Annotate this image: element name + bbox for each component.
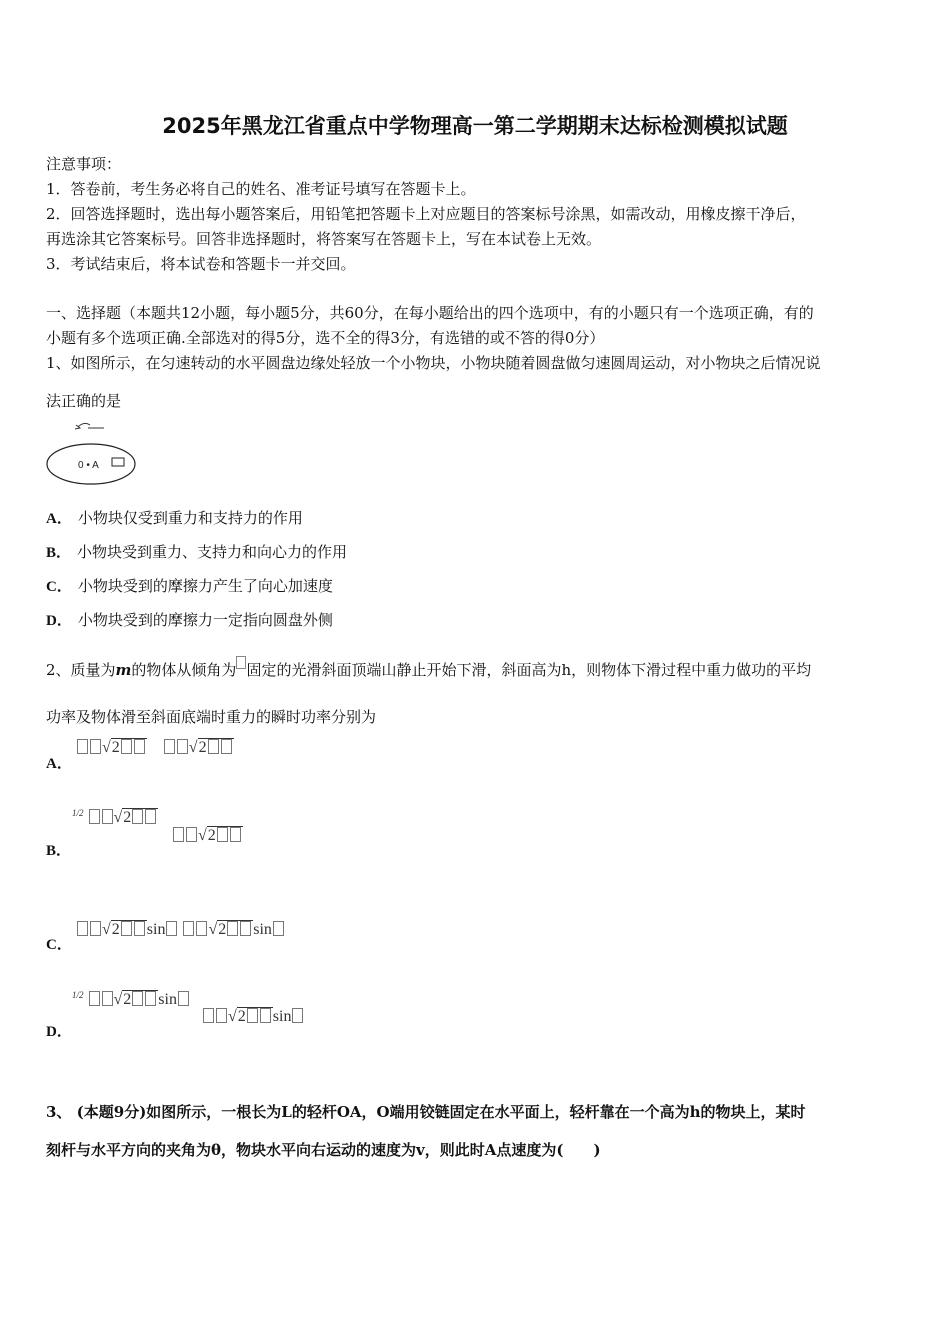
notice-line-3: 3．考试结束后，将本试卷和答题卡一并交回。 <box>46 255 356 273</box>
q2-option-a-formula: √2 √2 <box>76 738 234 757</box>
option-letter: C． <box>46 937 72 953</box>
option-letter: B． <box>46 545 72 561</box>
notice-line-2b: 再选涂其它答案标号。回答非选择题时，将答案写在答题卡上，写在本试卷上无效。 <box>46 230 602 248</box>
option-letter: C． <box>46 579 72 595</box>
option-letter: B． <box>46 843 72 859</box>
disk-label: 0 • A <box>78 460 99 471</box>
q1-stem-line-2: 法正确的是 <box>46 392 122 410</box>
q2-option-c[interactable] <box>46 933 78 954</box>
option-letter: A． <box>46 756 72 772</box>
q2-stem-part: 2、质量为 <box>46 661 116 679</box>
mass-symbol: m <box>115 661 132 679</box>
option-letter: A． <box>46 511 72 527</box>
q2-option-b-formula-2: √2 <box>172 826 243 845</box>
q3-stem-line-2: 刻杆与水平方向的夹角为θ，物块水平向右运动的速度为v，则此时A点速度为( ) <box>46 1141 601 1159</box>
q1-option-d[interactable] <box>46 609 333 630</box>
notice-line-2a: 2．回答选择题时，选出每小题答案后，用铅笔把答题卡上对应题目的答案标号涂黑，如需改动，用橡皮擦干净后， <box>46 205 806 223</box>
q2-stem-line-2: 功率及物体滑至斜面底端时重力的瞬时功率分别为 <box>46 708 377 726</box>
q1-disk-figure <box>44 418 140 490</box>
q2-stem-part: 固定的光滑斜面顶端山静止开始下滑，斜面高为h，则物体下滑过程中重力做功的平均 <box>246 661 812 679</box>
q2-option-d-formula-1: 1/2 √2 sin <box>72 990 190 1009</box>
option-text: 小物块受到重力、支持力和向心力的作用 <box>77 543 348 561</box>
q1-option-a[interactable] <box>46 507 303 528</box>
option-letter: D． <box>46 1024 72 1040</box>
q2-option-b[interactable] <box>46 839 77 860</box>
q1-stem-line-1: 1、如图所示，在匀速转动的水平圆盘边缘处轻放一个小物块，小物块随着圆盘做匀速圆周运动，对小物块之后情况说 <box>46 354 821 372</box>
notice-line-1: 1．答卷前，考生务必将自己的姓名、准考证号填写在答题卡上。 <box>46 180 476 198</box>
q2-option-d-formula-2: √2 sin <box>202 1007 304 1026</box>
q2-option-a[interactable] <box>46 752 78 773</box>
section-heading-line-1: 一、选择题（本题共12小题，每小题5分，共60分，在每小题给出的四个选项中，有的小题只有一个选项正确，有的 <box>46 304 814 322</box>
q2-stem-line-1 <box>46 656 811 680</box>
rotating-disk-diagram <box>44 418 140 490</box>
page-title: 2025年黑龙江省重点中学物理高一第二学期期末达标检测模拟试题 <box>162 114 788 138</box>
section-heading-line-2: 小题有多个选项正确.全部选对的得5分，选不全的得3分，有选错的或不答的得0分） <box>46 329 605 347</box>
option-text: 小物块仅受到重力和支持力的作用 <box>77 509 303 527</box>
option-letter: D． <box>46 613 72 629</box>
option-text: 小物块受到的摩擦力一定指向圆盘外侧 <box>77 611 333 629</box>
q3-stem-line-1: 3、 (本题9分)如图所示，一根长为L的轻杆OA，O端用铰链固定在水平面上，轻杆靠在一个高为h的物块上，某时 <box>46 1103 806 1121</box>
option-text: 小物块受到的摩擦力产生了向心加速度 <box>77 577 333 595</box>
q2-option-d[interactable] <box>46 1020 78 1041</box>
notice-heading: 注意事项： <box>46 155 122 173</box>
q2-stem-part: 的物体从倾角为 <box>131 661 237 679</box>
q1-option-b[interactable] <box>46 541 347 562</box>
q1-option-c[interactable] <box>46 575 333 596</box>
q2-option-c-formula: √2 sin √2 sin <box>76 920 285 939</box>
q2-option-b-formula-1: 1/2 √2 <box>72 808 158 827</box>
missing-symbol-icon <box>236 656 246 669</box>
